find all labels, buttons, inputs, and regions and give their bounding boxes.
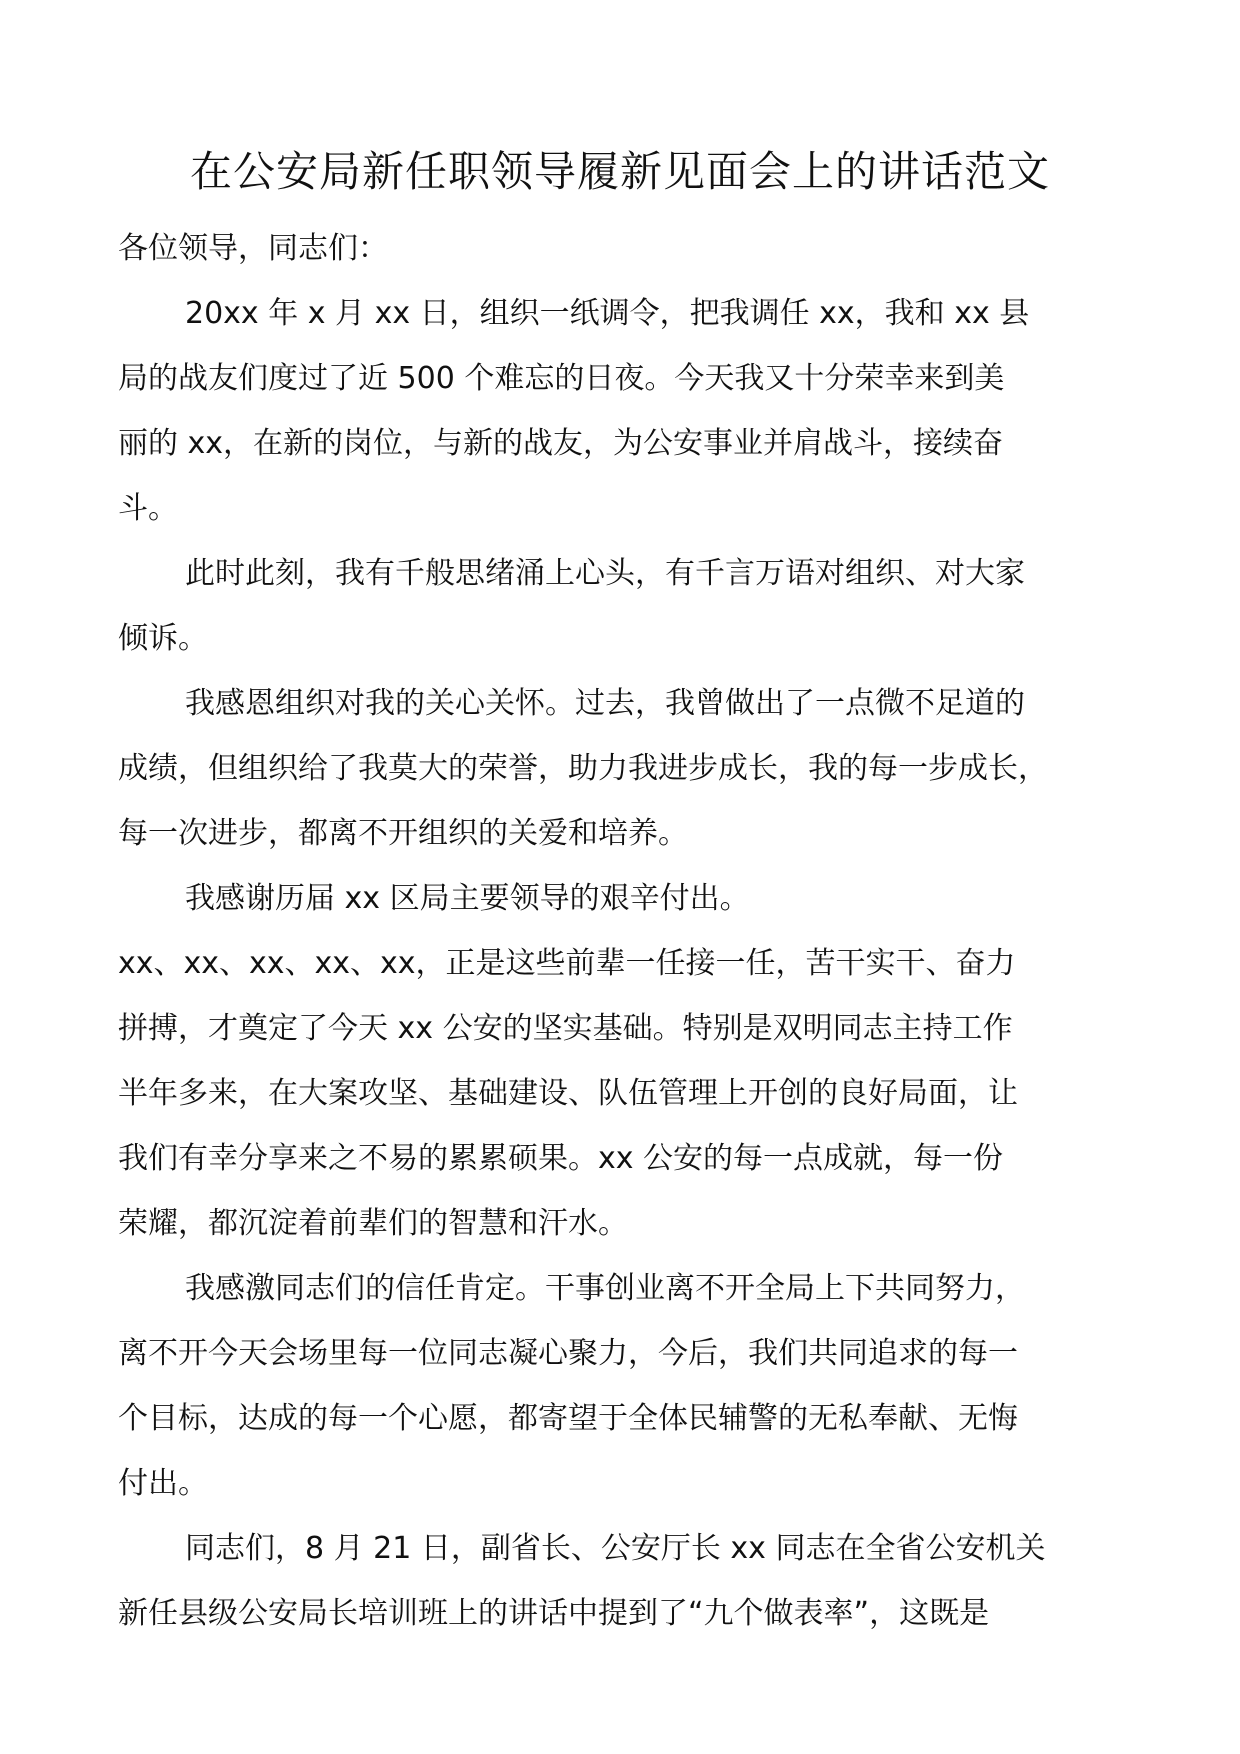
paragraph-line: 倾诉。 — [118, 621, 208, 656]
paragraph-line: 拼搏，才奠定了今天 xx 公安的坚实基础。特别是双明同志主持工作 — [118, 1011, 1013, 1046]
paragraph-line: 局的战友们度过了近 500 个难忘的日夜。今天我又十分荣幸来到美 — [118, 361, 1005, 396]
paragraph-line: 付出。 — [118, 1466, 208, 1501]
document-title: 在公安局新任职领导履新见面会上的讲话范文 — [189, 147, 1050, 196]
paragraph-line: 半年多来，在大案攻坚、基础建设、队伍管理上开创的良好局面，让 — [118, 1076, 1018, 1111]
paragraph-line: xx、xx、xx、xx、xx，正是这些前辈一任接一任，苦干实干、奋力 — [118, 946, 1016, 981]
paragraph-line: 新任县级公安局长培训班上的讲话中提到了“九个做表率”，这既是 — [118, 1596, 990, 1631]
document-body — [118, 216, 1158, 1646]
paragraph-line: 荣耀，都沉淀着前辈们的智慧和汗水。 — [118, 1206, 628, 1241]
paragraph-line: 丽的 xx，在新的岗位，与新的战友，为公安事业并肩战斗，接续奋 — [118, 426, 1004, 461]
salutation-line: 各位领导，同志们： — [118, 231, 388, 266]
paragraph-line: 斗。 — [118, 491, 178, 526]
paragraph-line: 我感谢历届 xx 区局主要领导的艰辛付出。 — [185, 881, 750, 916]
paragraph-line: 此时此刻，我有千般思绪涌上心头，有千言万语对组织、对大家 — [185, 556, 1025, 591]
paragraph-line: 每一次进步，都离不开组织的关爱和培养。 — [118, 816, 688, 851]
paragraph-line: 同志们，8 月 21 日，副省长、公安厅长 xx 同志在全省公安机关 — [185, 1531, 1046, 1566]
paragraph-line: 我感恩组织对我的关心关怀。过去，我曾做出了一点微不足道的 — [185, 686, 1025, 721]
paragraph-line: 离不开今天会场里每一位同志凝心聚力，今后，我们共同追求的每一 — [118, 1336, 1018, 1371]
paragraph-line: 我们有幸分享来之不易的累累硕果。xx 公安的每一点成就，每一份 — [118, 1141, 1004, 1176]
paragraph-line: 我感激同志们的信任肯定。干事创业离不开全局上下共同努力， — [185, 1271, 1025, 1306]
paragraph-line: 个目标，达成的每一个心愿，都寄望于全体民辅警的无私奉献、无悔 — [118, 1401, 1018, 1436]
paragraph-line: 20xx 年 x 月 xx 日，组织一纸调令，把我调任 xx，我和 xx 县 — [185, 296, 1030, 331]
paragraph-line: 成绩，但组织给了我莫大的荣誉，助力我进步成长，我的每一步成长， — [118, 751, 1048, 786]
